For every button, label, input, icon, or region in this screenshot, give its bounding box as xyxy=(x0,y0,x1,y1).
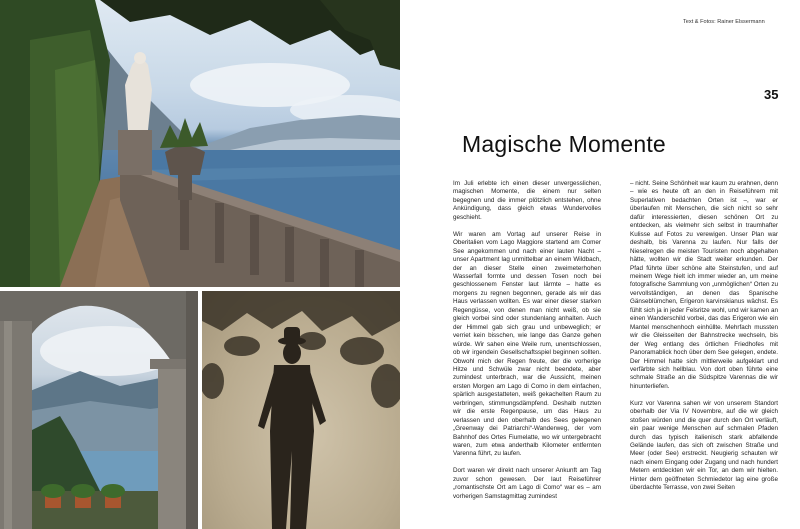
photo-lake-terrace xyxy=(0,0,400,287)
paragraph: Wir waren am Vortag auf unserer Reise in Oberitalien vom Lago Maggiore startend am Comer See angekommen und nach einer lauten Nacht – unser Apartment lag unmittelbar an einem Wildbach, der an dieser Stelle einen zweimeterhohen Wasserfall formte und dessen Tosen noch bei geschlossenem Fenster laut lärmte – hatte es morgens zu regnen begonnen, gerade als wir das Haus verlassen wollten. Es war einer dieser starken Regengüsse, von denen man nicht weiß, ob sie gleich vorbei sind oder stundenlang anhalten. Auch der Himmel gab sich grau und unbeweglich; er verriet kein bisschen, wie lange das Ganze gehen würde. Wir sahen eine Weile rum, unentschlossen, ob wir irgendein Gesellschaftsspiel beginnen sollten. Obwohl mich der Regen freute, der die vorherige Hitze und Schwüle zwar nicht beendete, aber zumindest unterbrach, war die Aussicht, meinen ersten Morgen am Lago di Como in dem einfachen, spärlich ausgestatteten, weiß gekachelten Raum zu verbringen, stimmungsdämpfend. Deshalb nutzten wir die erste Regenpause, um das Haus zu verlassen und den oberhalb des Sees gelegenen „Greenway dei Patriarchi“-Wanderweg, der vom Bahnhof des Ortes Fiumelatte, wo wir untergebracht waren, zum etwa anderthalb Kilometer entfernten Varenna führt, zu laufen. xyxy=(453,230,601,458)
photo-shadow-figure xyxy=(202,291,400,529)
photo-credit: Text & Fotos: Rainer Elssermann xyxy=(683,19,765,25)
paragraph: – nicht. Seine Schönheit war kaum zu erahnen, denn – wie es heute oft an den in Reiseführern mit Superlativen bedachten Orten ist –, war er überlaufen mit Menschen, die sich nicht so sehr dafür interessierten, diesen schönen Ort zu entdecken, als vielmehr sich selbst in traumhafter Kulisse auf Fotos zu verewigen. Unser Plan war deshalb, bis Varenna zu laufen. Nur falls der Nieselregen die meisten Touristen noch abgehalten hätte, wollten wir die Stadt weiter erkunden. Der Pfad führte über schöne alte Steinstufen, und auf meinem Wege hielt ich immer wieder an, um meine fotografische Sammlung von „unmöglichen“ Orten zu vervollständigen, an denen das Spanische Gänseblümchen, Erigeron karvinskianus wächst. Es fühlt sich ja in jeder Felsritze wohl, und wir kamen an einen Wanderschild vorbei, das das Erigeron wie ein Mantel menschenhoch einhüllte. Mehrfach mussten wir die Gleisseiten der Bahnstrecke wechseln, bis der Weg entlang des örtlichen Friedhofes mit Panoramablick hoch über dem See gelegen, endete. Der Himmel hatte sich mittlerweile aufgeklart und verfärbte sich hellblau. Von dort oben führte eine schmale Straße an die Südspitze Varennas die wir hinunterliefen. xyxy=(630,180,778,390)
text-column-2 xyxy=(630,180,778,526)
paragraph: Dort waren wir direkt nach unserer Ankunft am Tag zuvor schon gewesen. Der laut Reiseführer „romantischste Ort am Lago di Como“ war es – am vorherigen Samstagmittag zumindest xyxy=(453,467,601,500)
photo-arch-view xyxy=(0,291,198,529)
shadow-figure-illustration xyxy=(202,291,400,529)
article-headline: Magische Momente xyxy=(462,131,666,157)
paragraph: Im Juli erlebte ich einen dieser unvergesslichen, magischen Momente, die einem nur selten begegnen und die immer plötzlich entstehen, ohne Ankündigung, dass gleich etwas Wundervolles geschieht. xyxy=(453,180,601,221)
arch-view-illustration xyxy=(0,291,198,529)
text-column-1 xyxy=(453,180,601,526)
paragraph: Kurz vor Varenna sahen wir von unserem Standort oberhalb der Via IV Novembre, auf die wir gleich stoßen würden und die quer durch den Ort verläuft, ein paar wenige Menschen auf schmalen Pfaden durch das typisch italienisch stark abfallende Gelände laufen, das sich oft zwischen Straße und Meer (oder See) erstreckt. Neugierig schauten wir nach einem Eingang oder Zugang und nach hundert Metern entdeckten wir ein Tor, an dem wir hielten. Hinter dem geöffneten Schmiedetor lag eine große überdachte Terrasse, von zwei Seiten xyxy=(630,399,778,492)
page-number: 35 xyxy=(764,87,779,102)
lake-terrace-illustration xyxy=(0,0,400,287)
